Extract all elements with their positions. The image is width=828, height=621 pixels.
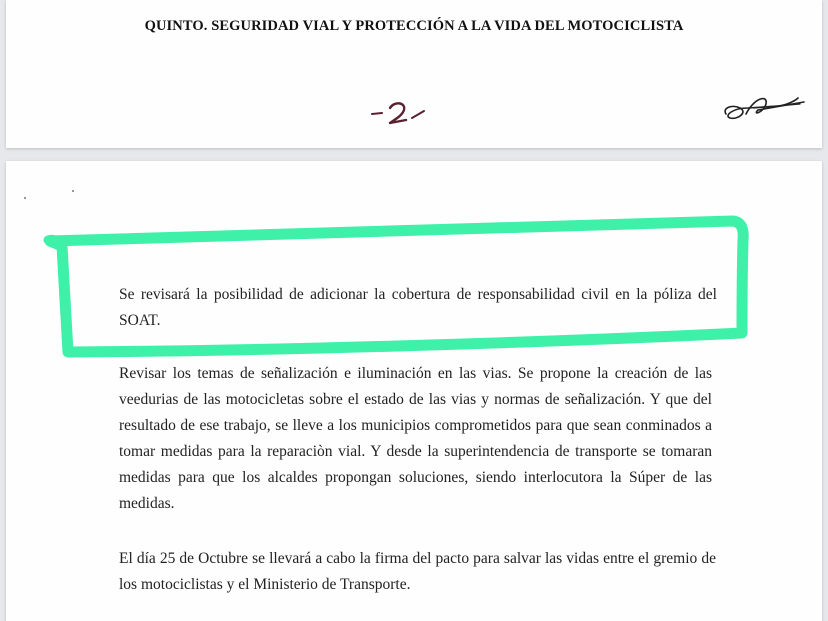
document-page-2 [6,161,822,621]
scan-speck [72,190,74,192]
document-page-1 [6,0,822,148]
handwritten-page-number [366,96,446,136]
paragraph-soat: Se revisará la posibilidad de adicionar la cobertura de responsabilidad civil en la póliza del SOAT. [119,286,717,329]
paragraph-senalizacion: Revisar los temas de señalización e iluminación en las vias. Se propone la creación de las veedurias de las motocicletas sobre el estado de las vias y normas de señalización. Y que del resultado de ese trabajo, se lleve a los municipios comprometidos para que sean conminados a tomar medidas para la reparaciòn vial. Y desde la superintendencia de transporte se tomaran medidas para que los alcaldes propongan soluciones, siendo interlocutora la Súper de las medidas. [119,365,712,512]
signature-initials [718,88,808,128]
section-heading: QUINTO. SEGURIDAD VIAL Y PROTECCIÓN A LA VIDA DEL MOTOCICLISTA [144,18,684,34]
paragraph-firma-pacto: El día 25 de Octubre se llevará a cabo la firma del pacto para salvar las vidas entre el gremio de los motociclistas y el Ministerio de Transporte. [119,550,716,593]
scan-speck [24,197,26,199]
